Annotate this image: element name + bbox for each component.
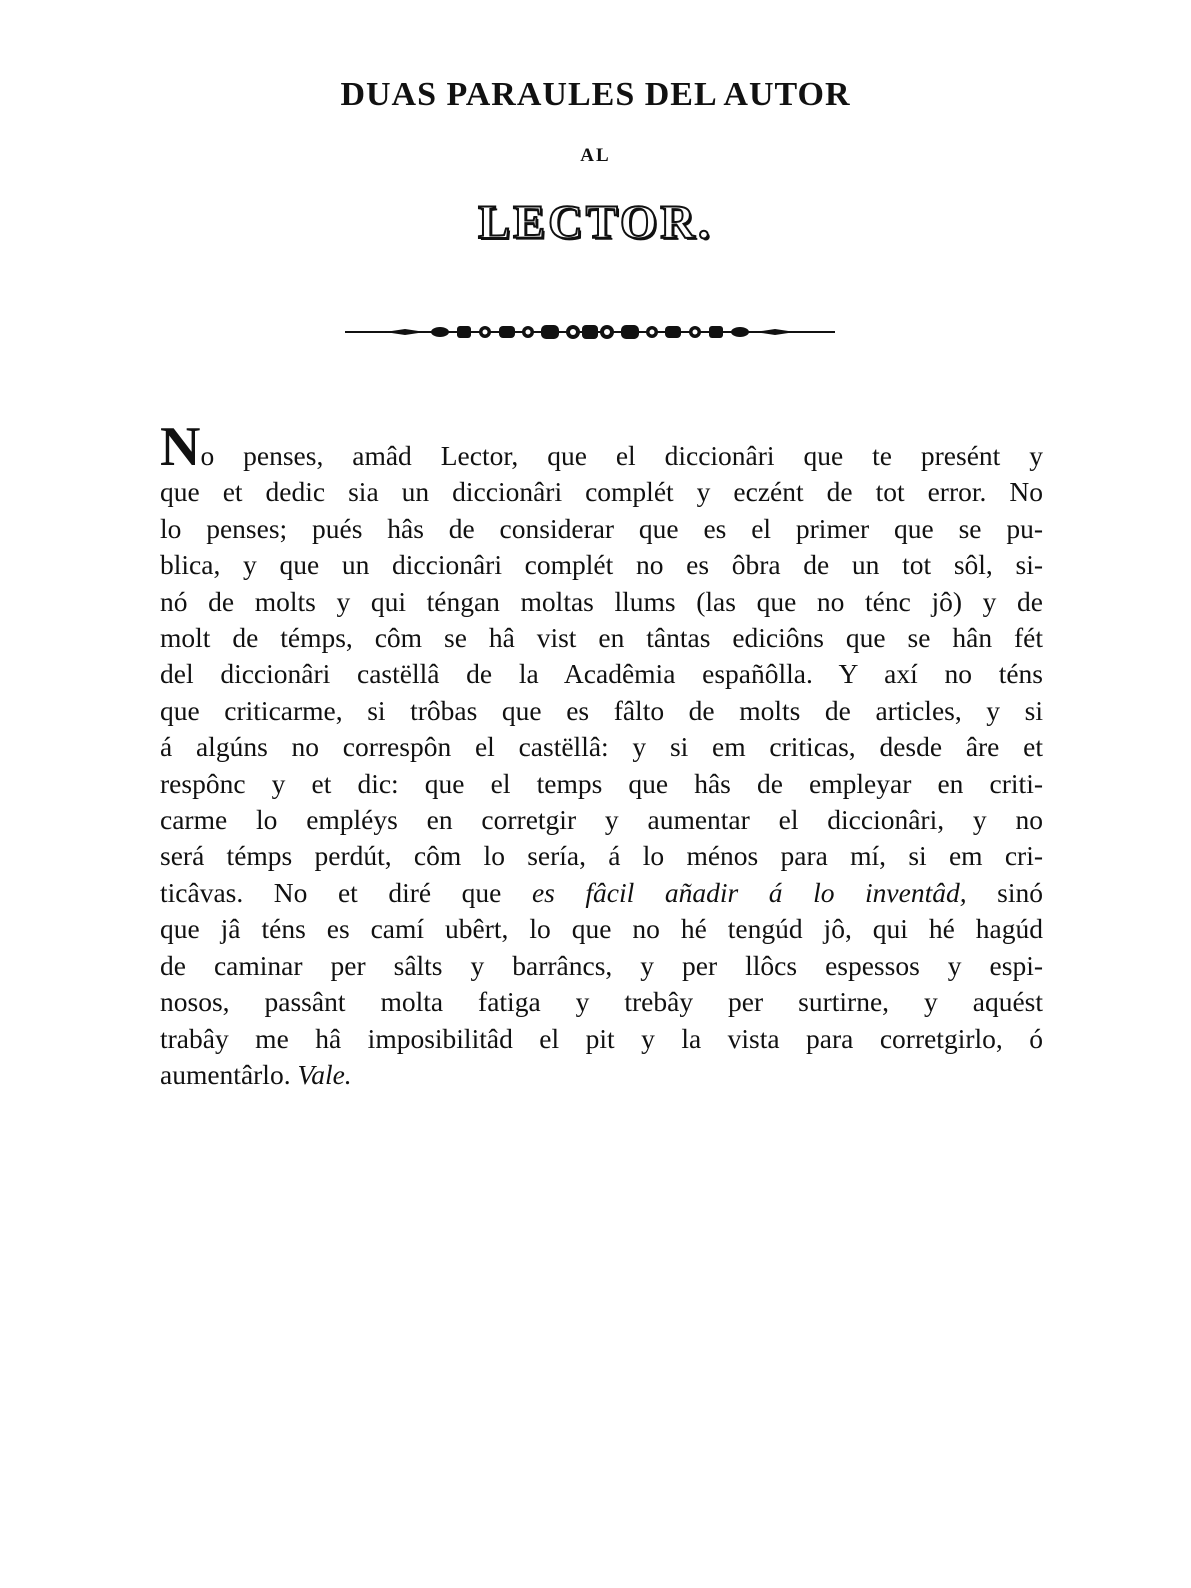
page-title: DUAS PARAULES DEL AUTOR	[340, 76, 851, 113]
closing-word: Vale.	[297, 1058, 352, 1090]
ornament-divider-icon	[345, 322, 835, 342]
text-line: ticâvas. No et diré que es fâcil añadir á lo inventâd, sinó	[160, 876, 1043, 908]
text-line: á algúns no correspôn el castëllâ: y si em criticas, desde âre et	[160, 731, 1043, 763]
text-line: será témps perdút, côm lo sería, á lo ménos para mí, si em cri-	[160, 840, 1043, 872]
text-line: carme lo empléys en corretgir y aumentar el diccionâri, y no	[160, 804, 1043, 836]
text-line: No penses, amâd Lector, que el diccionâri que te presént y	[160, 416, 1043, 478]
text-line: que jâ téns es camí ubêrt, lo que no hé tengúd jô, qui hé hagúd	[160, 913, 1043, 945]
text-line: molt de témps, côm se hâ vist en tântas ediciôns que se hân fét	[160, 622, 1043, 654]
text-line: que criticarme, si trôbas que es fâlto de molts de articles, y si	[160, 694, 1043, 726]
text-line: trabây me hâ imposibilitâd el pit y la vista para corretgirlo, ó	[160, 1022, 1043, 1054]
text-line: nosos, passânt molta fatiga y trebây per surtirne, y aquést	[160, 986, 1043, 1018]
preface-text	[160, 416, 1043, 1093]
drop-cap: N	[160, 416, 201, 478]
text-line: aumentârlo. Vale.	[160, 1058, 352, 1090]
text-line: blica, y que un diccionâri complét no es ôbra de un tot sôl, si-	[160, 549, 1043, 581]
text-line: del diccionâri castëllâ de la Acadêmia españôlla. Y axí no téns	[160, 658, 1043, 690]
text-line: lo penses; pués hâs de considerar que es el primer que se pu-	[160, 512, 1043, 544]
title-lector: LECTOR.	[478, 196, 713, 249]
text-line: respônc y et dic: que el temps que hâs de empleyar en criti-	[160, 767, 1043, 799]
text-line: nó de molts y qui téngan moltas llums (las que no ténc jô) y de	[160, 585, 1043, 617]
italic-phrase: es fâcil añadir á lo inventâd,	[531, 876, 967, 908]
text-line: de caminar per sâlts y barrâncs, y per llôcs espessos y espi-	[160, 949, 1043, 981]
title-connector: AL	[580, 145, 611, 166]
text-line: que et dedic sia un diccionâri complét y eczént de tot error. No	[160, 476, 1043, 508]
